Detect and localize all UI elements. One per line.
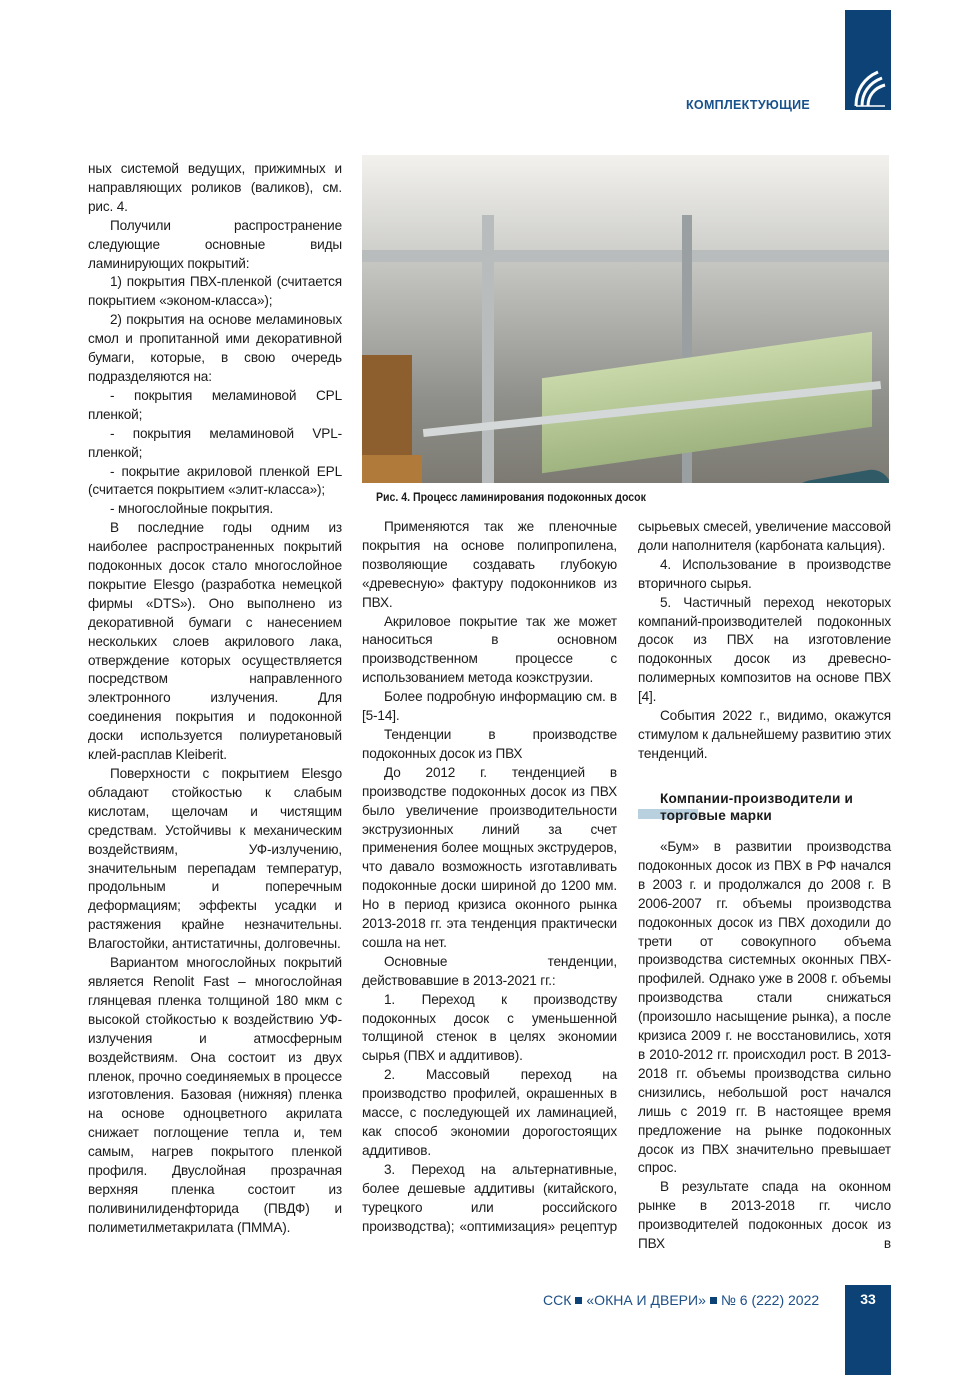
paragraph: 3. Переход на альтернативные, более дешевые аддитивы (китайского, турецкого или российского производства); «оптимизация» рецептур xyxy=(362,1161,617,1234)
paragraph: События 2022 г., видимо, окажутся стимулом к дальнейшему развитию этих тенденций. xyxy=(638,708,891,761)
page-number: 33 xyxy=(860,1291,876,1307)
paragraph: 1. Переход к производству подоконных досок с уменьшенной толщиной стенок в целях экономии сырья (ПВХ и аддитивов). xyxy=(362,991,617,1064)
paragraph: Получили распространение следующие основные виды ламинирующих покрытий: xyxy=(88,217,342,271)
paragraph: 1) покрытия ПВХ-пленкой (считается покрытием «эконом-класса»); xyxy=(88,274,342,309)
footer-publisher: ССК xyxy=(543,1292,572,1308)
section-title: КОМПЛЕКТУЮЩИЕ xyxy=(686,98,811,112)
subsection-heading xyxy=(638,790,891,824)
paragraph: Более подробную информацию см. в [5-14]. xyxy=(362,689,617,724)
paragraph: В последние годы одним из наиболее распространенных покрытий подоконных досок стало многослойное покрытие Elesgo (разработка немецкой фирмы «DTS»). Оно выполнено из декоративной бумаги с нанесением нескольких слоев акрилового лака, отверждение которых осуществляется посредством направленного электронного излучения. Для соединения покрытия и подоконной доски используется полиуретановый клей-расплав Kleiberit. xyxy=(88,520,342,763)
paragraph: сырьевых смесей, увеличение массовой доли наполнителя (карбоната кальция). xyxy=(638,519,891,553)
paragraph: Вариантом многослойных покрытий является Renolit Fast – многослойная глянцевая пленка толщиной 180 мкм с высокой стойкостью к воздействию УФ-излучения и атмосферным воздействиям. Она состоит из двух пленок, прочно соединяемых в процессе изготовления. Базовая (нижняя) пленка на основе одноцветного акрилата снижает поглощение тепла и, тем самым, нагрев покрытого пленкой профиля. Двуслойная прозрачная верхняя пленка состоит из поливинилиденфторида (ПВДФ) и полиметилметакрилата (ПММА). xyxy=(88,955,342,1235)
paragraph: Применяются так же пленочные покрытия на основе полипропилена, позволяющие создавать глубокую «древесную» фактуру подоконников из ПВХ. xyxy=(362,519,617,610)
paragraph: 5. Частичный переход некоторых компаний-производителей подоконных досок из ПВХ на изготовление подоконных досок из древесно-полимерных композитов на основе ПВХ [4]. xyxy=(638,594,891,705)
paragraph: ных системой ведущих, прижимных и направляющих роликов (валиков), см. рис. 4. xyxy=(88,161,342,214)
square-bullet-icon xyxy=(575,1297,582,1304)
paragraph: - покрытие акриловой пленкой EPL (считается покрытием «элит-класса»); xyxy=(88,463,342,498)
paragraph: В результате спада на оконном рынке в 2013-2018 гг. число производителей подоконных досок из ПВХ в xyxy=(638,1179,891,1252)
paragraph: «Бум» в развитии производства подоконных досок из ПВХ в РФ начался в 2003 г. и продолжался до 2008 г. В 2006-2007 гг. объемы производства подоконных досок из ПВХ доходили до трети от совокупного объема производства системных оконных ПВХ-профилей. Однако уже в 2008 г. объемы производства стали снижаться (произошло насыщение рынка), а после кризиса 2009 г. не восстановились, хотя в 2010-2012 гг. происходил рост. В 2013-2018 гг. объемы производства сильно снизились, небольшой рост начался лишь с 2019 гг. В настоящее время предложение на рынке подоконных досок из ПВХ значительно превышает спрос. xyxy=(638,839,891,1176)
paragraph: 2) покрытия на основе меламиновых смол и пропитанной ими декоративной бумаги, которые, в свою очередь подразделяются на: xyxy=(88,312,342,384)
square-bullet-icon xyxy=(710,1297,717,1304)
footer-publication xyxy=(543,1292,819,1308)
paragraph: Акриловое покрытие так же может наноситься в основном производственном процессе с использованием метода коэкструзии. xyxy=(362,613,617,686)
paragraph: - покрытия меламиновой VPL-пленкой; xyxy=(88,425,342,460)
figure-caption: Рис. 4. Процесс ламинирования подоконных досок xyxy=(376,490,646,504)
column-3-continued xyxy=(638,838,891,1254)
footer-issue: № 6 (222) 2022 xyxy=(720,1292,820,1308)
column-1 xyxy=(88,160,342,1238)
heading-text: Компании-производители и торговые марки xyxy=(660,791,854,823)
column-2 xyxy=(362,518,617,1236)
paragraph: - покрытия меламиновой CPL пленкой; xyxy=(88,387,342,422)
footer-magazine: «ОКНА И ДВЕРИ» xyxy=(586,1292,706,1308)
paragraph: 2. Массовый переход на производство профилей, окрашенных в массе, с последующей их ламинацией, как способ экономии дорогостоящих аддитивов. xyxy=(362,1067,617,1158)
lamination-process-photo xyxy=(362,155,889,483)
paragraph: Тенденции в производстве подоконных досок из ПВХ xyxy=(362,726,617,761)
paragraph: Основные тенденции, действовавшие в 2013-2021 гг.: xyxy=(362,953,617,988)
paragraph: До 2012 г. тенденцией в производстве подоконных досок из ПВХ было увеличение производительности экструзионных линий за счет применения более мощных экструдеров, что давало возможность изготавливать подоконные доски шириной до 1200 мм. Но в период кризиса оконного рынка 2013-2018 гг. эта тенденция практически сошла на нет. xyxy=(362,764,617,950)
paragraph: Поверхности с покрытием Elesgo обладают стойкостью к слабым кислотам, щелочам и чистящим средствам. Устойчивы к механическим воздействиям, УФ-излучению, значительным перепадам температур, продольным и поперечным деформациям; эффекты усадки и растяжения крайне незначительны. Влагостойки, антистатичны, долговечны. xyxy=(88,766,342,952)
paragraph: 4. Использование в производстве вторичного сырья. xyxy=(638,556,891,591)
column-3 xyxy=(638,518,891,764)
magazine-logo-icon xyxy=(852,68,886,108)
paragraph: - многослойные покрытия. xyxy=(110,501,274,517)
